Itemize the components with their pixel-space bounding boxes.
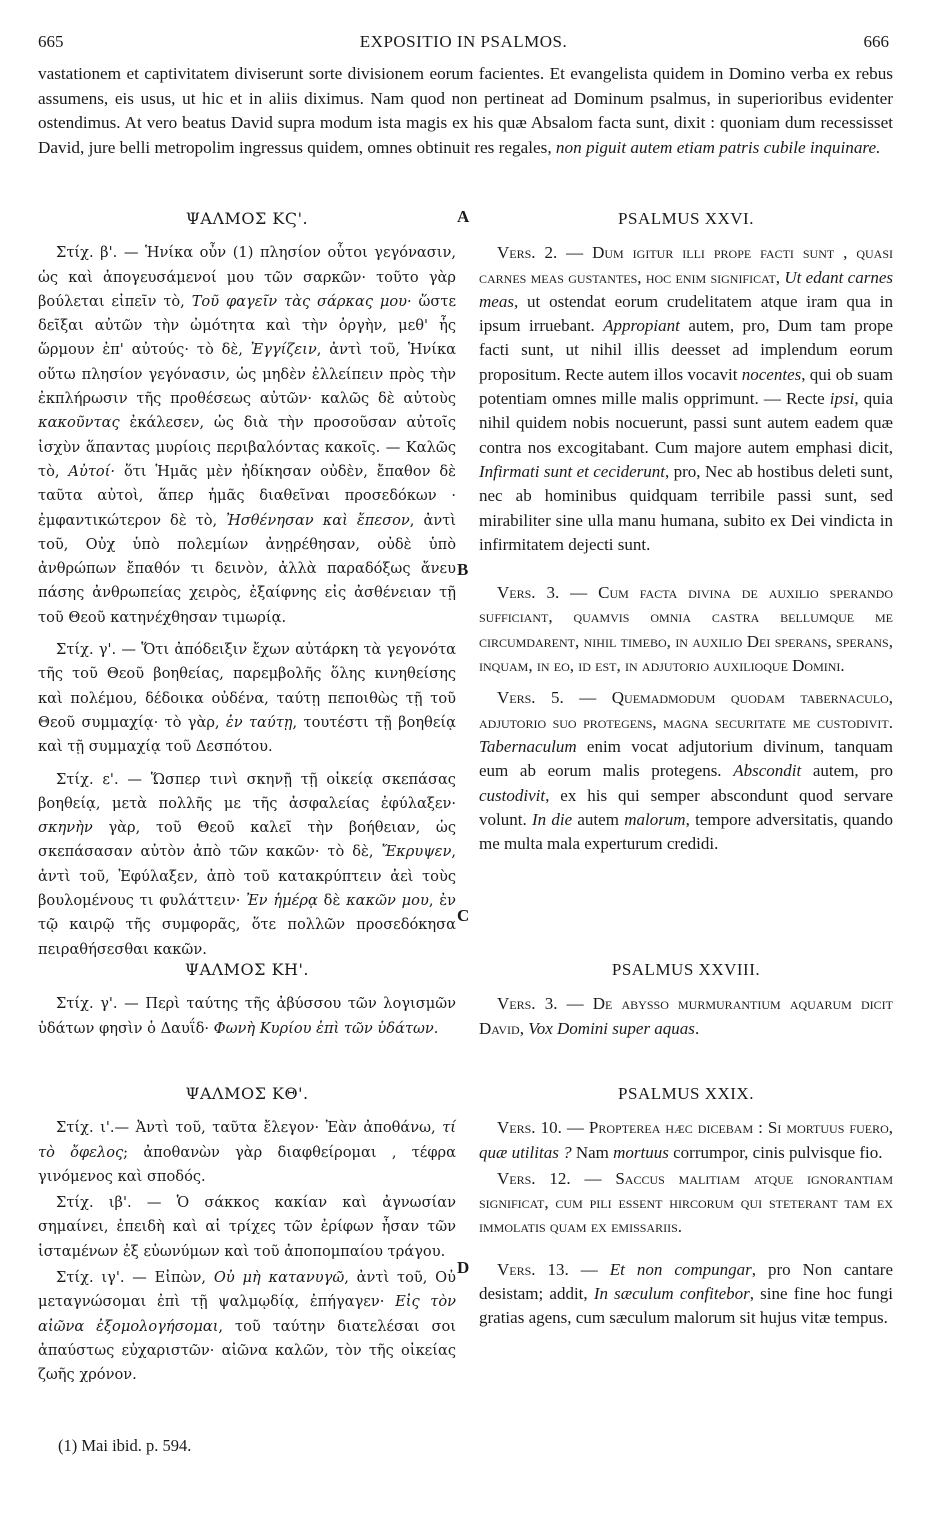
- latin-ps29-v12: Vers. 12. — Saccus malitiam atque ignorantiam significat, cum pili essent hircorum qui steterant tam ex immolatis quam ex emissariis.: [479, 1168, 893, 1237]
- latin-psalm-26-title: PSALMUS XXVI.: [618, 209, 754, 228]
- greek-ps26-v3: Στίχ. γ'. — Ὅτι ἀπόδειξιν ἔχων αὐτάρκη τὰ γεγονότα τῆς τοῦ Θεοῦ βοηθείας, παρεμβολῆς ὅλης κινηθείσης καὶ πολέμου, δέδοικα οὐδένα, ταύτῃ πεποιθὼς τῇ τοῦ Θεοῦ συμμαχίᾳ· τὸ γὰρ, ἐν ταύτῃ, τουτέστι τῇ βοηθείᾳ καὶ τῇ συμμαχίᾳ τοῦ Δεσπότου.: [38, 641, 456, 756]
- footnote: (1) Mai ibid. p. 594.: [58, 1436, 192, 1455]
- latin-ps26-v3: Vers. 3. — Cum facta divina de auxilio sperando sufficiant, quamvis omnia castra bellumque me circumdarent, nihil timebo, in auxilio Dei sperans, sperans, inquam, in eo, id est, in adjutorio auxilioque Domini.: [479, 583, 893, 676]
- greek-psalm-29-title: ΨΑΛΜΟΣ ΚΘ'.: [185, 1084, 309, 1103]
- running-title: EXPOSITIO IN PSALMOS.: [359, 32, 568, 51]
- latin-ps26-v2: Vers. 2. — Dum igitur illi prope facti sunt , quasi carnes meas gustantes, hoc enim significat, Ut edant carnes meas, ut ostendat eorum crudelitatem atque iram qua in ipsum irruebant. Appropiant autem, pro, Dum tam prope facti sunt, ut nihil illis deesset ad implendum eorum propositum. Recte autem illos vocavit nocentes, qui ob suam potentiam omnes mille malis opprimunt. — Recte ipsi, quia nihil quidem nobis nocuerunt, passi sunt autem eadem quæ contra nos excogitabant. Cum majore autem emphasi dicit, Infirmati sunt et ceciderunt, pro, Nec ab hostibus deleti sunt, nec ab hominibus quidquam terribile passi sunt, sed mirabiliter sine ulla manu humana, subito ex Dei vindicta in infirmitatem dejecti sunt.: [479, 243, 894, 554]
- greek-ps26-v2: Στίχ. β'. — Ἡνίκα οὖν (1) πλησίον οὗτοι γεγόνασιν, ὡς καὶ ἀπογευσάμενοί μου τῶν σαρκῶν· τοῦτο γὰρ βούλεται εἰπεῖν τὸ, Τοῦ φαγεῖν τὰς σάρκας μου· ὥστε δεῖξαι αὐτῶν τὴν ὠμότητα καὶ τὴν ὀργὴν, μεθ' ἧς ὥρμουν ἐπ' αὐτούς· τὸ δὲ, Ἐγγίζειν, ἀντὶ τοῦ, Ἡνίκα οὕτω πλησίον γεγόνασιν, ὡς μηδὲν ἐλλείπειν πρὸς τὴν ἐκπλήρωσιν τῆς προθέσεως αὐτῶν· καλῶς δὲ αὐτοὺς κακοῦντας ἐκάλεσεν, ὡς διὰ τὴν προσοῦσαν αὐτοῖς ἰσχὺν ἅπαντας μυρίοις περιβαλόντας κακοῖς. — Καλῶς τὸ, Αὐτοί· ὅτι Ἡμᾶς μὲν ἠδίκησαν οὐδὲν, ἔπαθον δὲ ταῦτα αὐτοὶ, ἅπερ ἡμᾶς διαθεῖναι προσεδόκων · ἐμφαντικώτερον δὲ τὸ, Ἠσθένησαν καὶ ἔπεσον, ἀντὶ τοῦ, Οὐχ ὑπὸ πολεμίων ἀνῃρέθησαν, οὐδὲ ὑπὸ ἀνθρώπων ἔπαθόν τι δεινὸν, ἀλλὰ παραδόξως ἄνευ πάσης ἀνθρωπείας χειρὸς, ἐξαίφνης εἰς ἀσθένειαν τῇ τοῦ Θεοῦ κατηνέχθησαν τιμωρίᾳ.: [38, 244, 457, 626]
- greek-ps29-v12: Στίχ. ιβ'. — Ὁ σάκκος κακίαν καὶ ἀγνωσίαν σημαίνει, ἐπειδὴ καὶ αἱ τρίχες τῶν ἐρίφων ἦσαν τῶν ἱσταμένων ἐξ εὐωνύμων καὶ τοῦ ἀποπομπαίου τράγου.: [38, 1194, 456, 1260]
- latin-ps26: [479, 207, 893, 864]
- greek-psalm-26-title: ΨΑΛΜΟΣ ΚϚ'.: [185, 209, 309, 228]
- greek-ps29-v13: Στίχ. ιγ'. — Εἰπὼν, Οὐ μὴ κατανυγῶ, ἀντὶ τοῦ, Οὐ μεταγνώσομαι ἐπὶ τῇ ψαλμῳδίᾳ, ἐπήγαγεν· Εἰς τὸν αἰῶνα ἐξομολογήσομαι, τοῦ ταύτην διατελέσαι σοι ἀπαύστως εὐχαριστῶν· αἰῶνα καλῶν, τὸν τῆς οἰκείας ζωῆς χρόνον.: [38, 1269, 457, 1384]
- running-header: [38, 32, 889, 58]
- latin-psalm-29-title: PSALMUS XXIX.: [618, 1084, 754, 1103]
- column-marker-d: D: [457, 1258, 470, 1277]
- intro-italic-end: non piguit autem etiam patris cubile inquinare.: [555, 137, 881, 157]
- greek-ps29: [38, 1082, 456, 1390]
- latin-ps28: [479, 958, 893, 1049]
- latin-ps29-v10: Vers. 10. — Propterea hæc dicebam : Si mortuus fuero, quæ utilitas ? Nam mortuus corrumpor, cinis pulvisque fio.: [479, 1118, 893, 1162]
- latin-psalm-28-title: PSALMUS XXVIII.: [611, 960, 761, 979]
- left-page-number: 665: [38, 32, 64, 51]
- greek-ps29-v10: Στίχ. ι'.— Ἀντὶ τοῦ, ταῦτα ἔλεγον· Ἐὰν ἀποθάνω, τί τὸ ὄφελος; ἀποθανὼν γὰρ διαφθείρομαι , τέφρα γινόμενος καὶ σποδός.: [38, 1119, 456, 1185]
- intro-text: vastationem et captivitatem diviserunt sorte divisionem eorum facientes. Et evangelista quidem in Domino verba ex rebus assumens, eis usus, ut hic et in aliis diximus. Nam quod non pertineat ad Dominum psalmus, in superioribus evidenter ostendimus. At vero beatus David supra modum ista magis ex his quæ Absalom facta sunt, dixit : quoniam dum recessisset David, jure belli metropolim ingressus quidem, omnes obtinuit res regales,: [38, 64, 893, 157]
- latin-ps29: [479, 1082, 893, 1339]
- greek-ps26-v5: Στίχ. ε'. — Ὥσπερ τινὶ σκηνῇ τῇ οἰκείᾳ σκεπάσας βοηθείᾳ, μετὰ πολλῆς με τῆς ἀσφαλείας ἐφύλαξεν· σκηνὴν γὰρ, τοῦ Θεοῦ καλεῖ τὴν βοήθειαν, ὡς σκεπάσασαν αὐτὸν ἀπὸ τῶν κακῶν· τὸ δὲ, Ἔκρυψεν, ἀντὶ τοῦ, Ἐφύλαξεν, ἀπὸ τοῦ κατακρύπτειν ἀεὶ τοὺς βουλομένους τι φυλάττειν· Ἐν ἡμέρᾳ δὲ κακῶν μου, ἐν τῷ καιρῷ τῆς συμφορᾶς, ὅτε πολλῶν προσεδόκησα πειραθήσεσθαι κακῶν.: [38, 770, 456, 958]
- greek-ps28-v3: Στίχ. γ'. — Περὶ ταύτης τῆς ἀβύσσου τῶν λογισμῶν ὑδάτων φησὶν ὁ Δαυΐδ· Φωνὴ Κυρίου ἐπὶ τῶν ὑδάτων.: [38, 995, 456, 1037]
- column-marker-c: C: [457, 906, 470, 925]
- column-marker-a: A: [457, 207, 470, 226]
- latin-ps29-v13: Vers. 13. — Et non compungar, pro Non cantare desistam; addit, In sæculum confitebor, sine fine hoc fungi gratias agens, cum sæculum malorum sit hujus vitæ tempus.: [479, 1259, 893, 1328]
- right-page-number: 666: [863, 32, 889, 51]
- intro-paragraph: [38, 62, 893, 160]
- column-marker-b: B: [457, 560, 469, 579]
- greek-ps28: [38, 958, 456, 1049]
- greek-psalm-28-title: ΨΑΛΜΟΣ ΚΗ'.: [185, 960, 309, 979]
- latin-ps26-v5: Vers. 5. — Quemadmodum quodam tabernaculo, adjutorio suo protegens, magna securitate me custodivit. Tabernaculum enim vocat adjutorium divinum, tanquam eum ab eorum malis protegens. Abscondit autem, pro custodivit, ex his qui semper abscondunt quod servare volunt. In die autem malorum, tempore adversitatis, quando me multa mala experturum credidi.: [479, 688, 894, 854]
- greek-ps26: [38, 207, 456, 970]
- latin-ps28-v3: Vers. 3. — De abysso murmurantium aquarum dicit David, Vox Domini super aquas.: [479, 994, 893, 1038]
